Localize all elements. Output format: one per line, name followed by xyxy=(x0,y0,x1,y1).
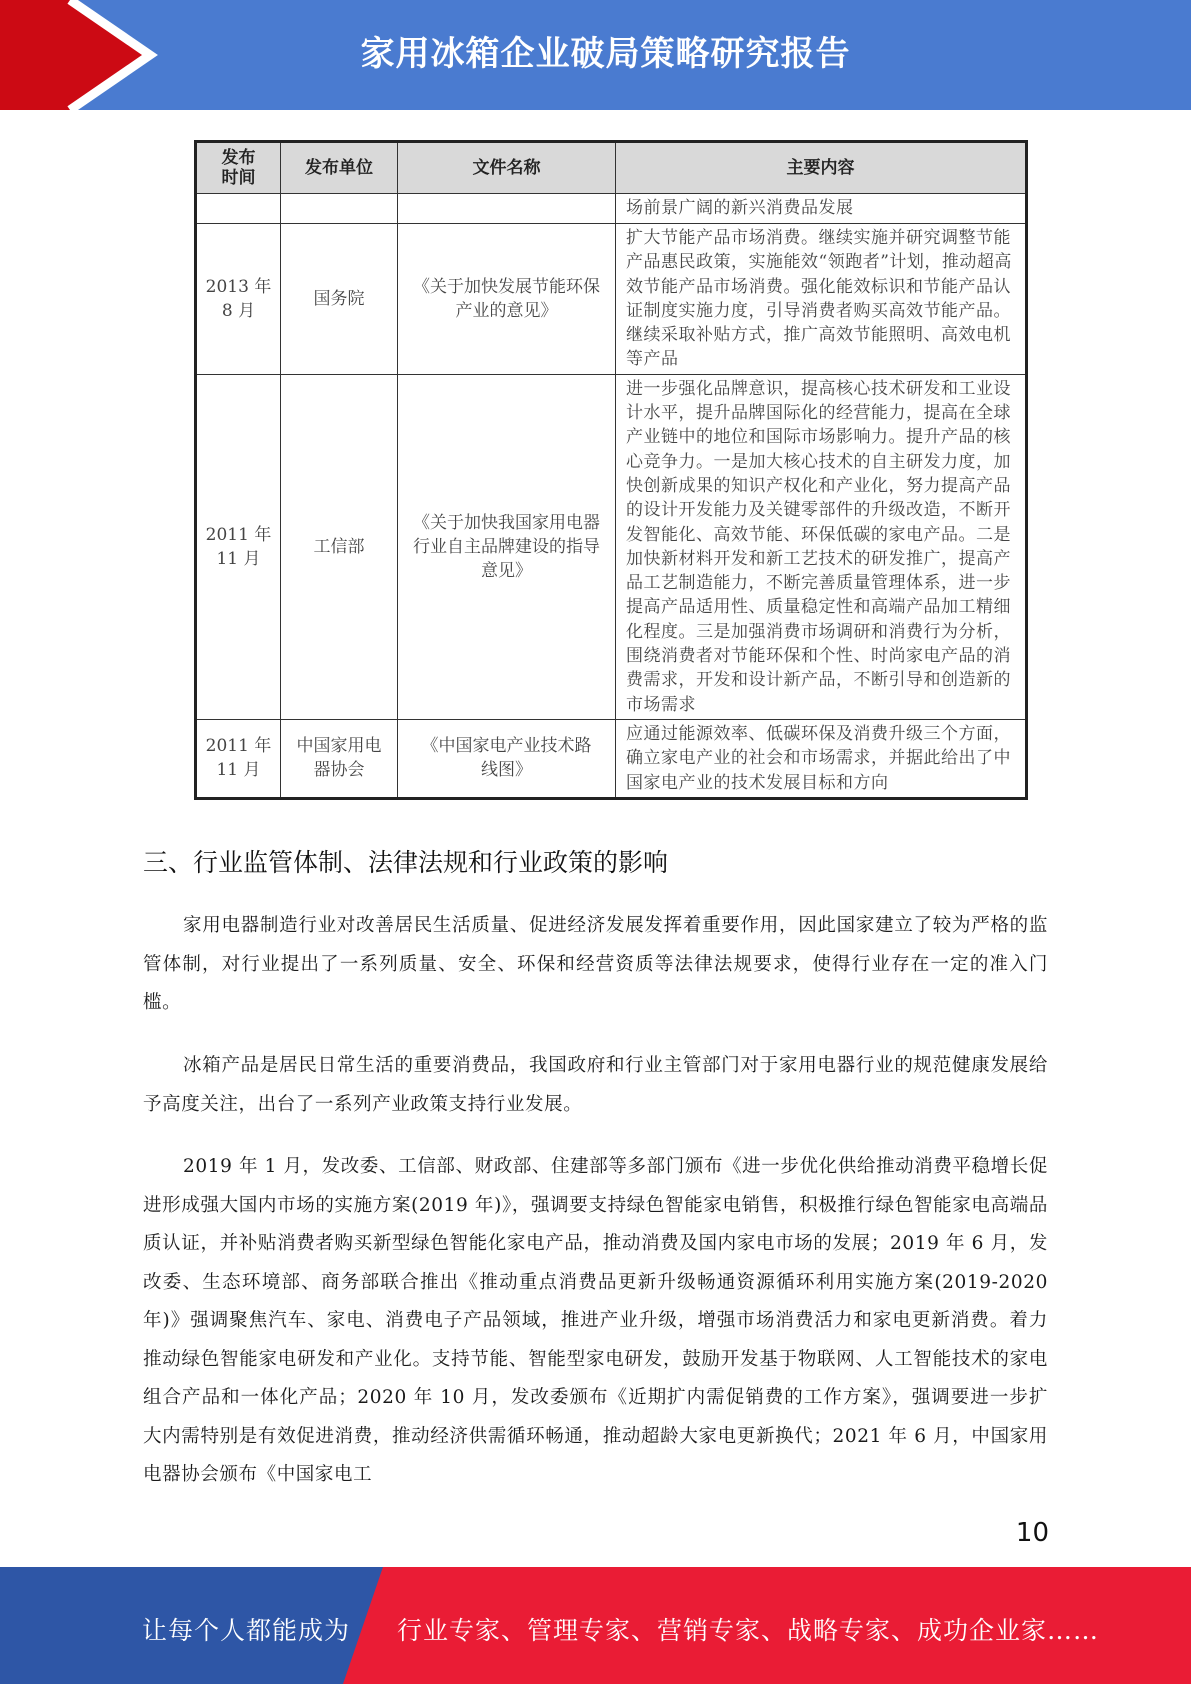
cell-issuer: 中国家用电器协会 xyxy=(281,719,398,798)
table-row xyxy=(196,374,1027,719)
cell-issuer xyxy=(281,194,398,224)
footer-slogan-right: 行业专家、管理专家、营销专家、战略专家、成功企业家…… xyxy=(397,1616,1100,1645)
body-paragraph: 冰箱产品是居民日常生活的重要消费品，我国政府和行业主管部门对于家用电器行业的规范健康发展给予高度关注，出台了一系列产业政策支持行业发展。 xyxy=(143,1055,1048,1115)
cell-date: 2011 年 11 月 xyxy=(196,374,281,719)
body-paragraph: 2019 年 1 月，发改委、工信部、财政部、住建部等多部门颁布《进一步优化供给推动消费平稳增长促进形成强大国内市场的实施方案(2019 年)》，强调要支持绿色智能家电销售，积极推行绿色智能家电高端品质认证，并补贴消费者购买新型绿色智能化家电产品，推动消费及国内家电市场的发展；2019 年 6 月，发改委、生态环境部、商务部联合推出《推动重点消费品更新升级畅通资源循环利用实施方案(2019-2020 年)》强调聚焦汽车、家电、消费电子产品领域，推进产业升级，增强市场消费活力和家电更新消费。着力推动绿色智能家电研发和产业化。支持节能、智能型家电研发，鼓励开发基于物联网、人工智能技术的家电组合产品和一体化产品；2020 年 10 月，发改委颁布《近期扩内需促销费的工作方案》，强调要进一步扩大内需特别是有效促进消费，推动经济供需循环畅通，推动超龄大家电更新换代；2021 年 6 月，中国家用电器协会颁布《中国家电工 xyxy=(143,1156,1048,1485)
page-header xyxy=(0,0,1191,110)
cell-issuer: 国务院 xyxy=(281,224,398,375)
cell-issuer: 工信部 xyxy=(281,374,398,719)
column-header-issuer: 发布单位 xyxy=(281,142,398,194)
table-row xyxy=(196,719,1027,798)
page-number: 10 xyxy=(1015,1518,1049,1548)
table-header-row xyxy=(196,142,1027,194)
cell-date: 2011 年 11 月 xyxy=(196,719,281,798)
policy-table xyxy=(194,140,1028,800)
cell-content: 应通过能源效率、低碳环保及消费升级三个方面，确立家电产业的社会和市场需求，并据此给出了中国家电产业的技术发展目标和方向 xyxy=(616,719,1027,798)
cell-content: 场前景广阔的新兴消费品发展 xyxy=(616,194,1027,224)
cell-content: 进一步强化品牌意识，提高核心技术研发和工业设计水平，提升品牌国际化的经营能力，提高在全球产业链中的地位和国际市场影响力。提升产品的核心竞争力。一是加大核心技术的自主研发力度，加快创新成果的知识产权化和产业化，努力提高产品的设计开发能力及关键零部件的升级改造，不断开发智能化、高效节能、环保低碳的家电产品。二是加快新材料开发和新工艺技术的研发推广，提高产品工艺制造能力，不断完善质量管理体系，进一步提高产品适用性、质量稳定性和高端产品加工精细化程度。三是加强消费市场调研和消费行为分析，围绕消费者对节能环保和个性、时尚家电产品的消费需求，开发和设计新产品，不断引导和创造新的市场需求 xyxy=(616,374,1027,719)
cell-document xyxy=(398,194,616,224)
cell-date: 2013 年 8 月 xyxy=(196,224,281,375)
cell-document: 《关于加快我国家用电器行业自主品牌建设的指导意见》 xyxy=(398,374,616,719)
footer-slogan-left: 让每个人都能成为 xyxy=(142,1616,351,1645)
cell-document: 《关于加快发展节能环保产业的意见》 xyxy=(398,224,616,375)
table-row xyxy=(196,194,1027,224)
cell-date xyxy=(196,194,281,224)
column-header-content: 主要内容 xyxy=(616,142,1027,194)
report-title: 家用冰箱企业破局策略研究报告 xyxy=(360,34,851,74)
page-footer xyxy=(0,1567,1191,1684)
body-paragraph: 家用电器制造行业对改善居民生活质量、促进经济发展发挥着重要作用，因此国家建立了较为严格的监管体制，对行业提出了一系列质量、安全、环保和经营资质等法律法规要求，使得行业存在一定的准入门槛。 xyxy=(143,915,1048,1013)
cell-content: 扩大节能产品市场消费。继续实施并研究调整节能产品惠民政策，实施能效“领跑者”计划，推动超高效节能产品市场消费。强化能效标识和节能产品认证制度实施力度，引导消费者购买高效节能产品。继续采取补贴方式，推广高效节能照明、高效电机等产品 xyxy=(616,224,1027,375)
column-header-date-label: 发布 时间 xyxy=(221,148,256,188)
cell-document: 《中国家电产业技术路线图》 xyxy=(398,719,616,798)
section-heading: 三、行业监管体制、法律法规和行业政策的影响 xyxy=(143,848,669,877)
column-header-document: 文件名称 xyxy=(398,142,616,194)
column-header-date xyxy=(196,142,281,194)
table-row xyxy=(196,224,1027,375)
